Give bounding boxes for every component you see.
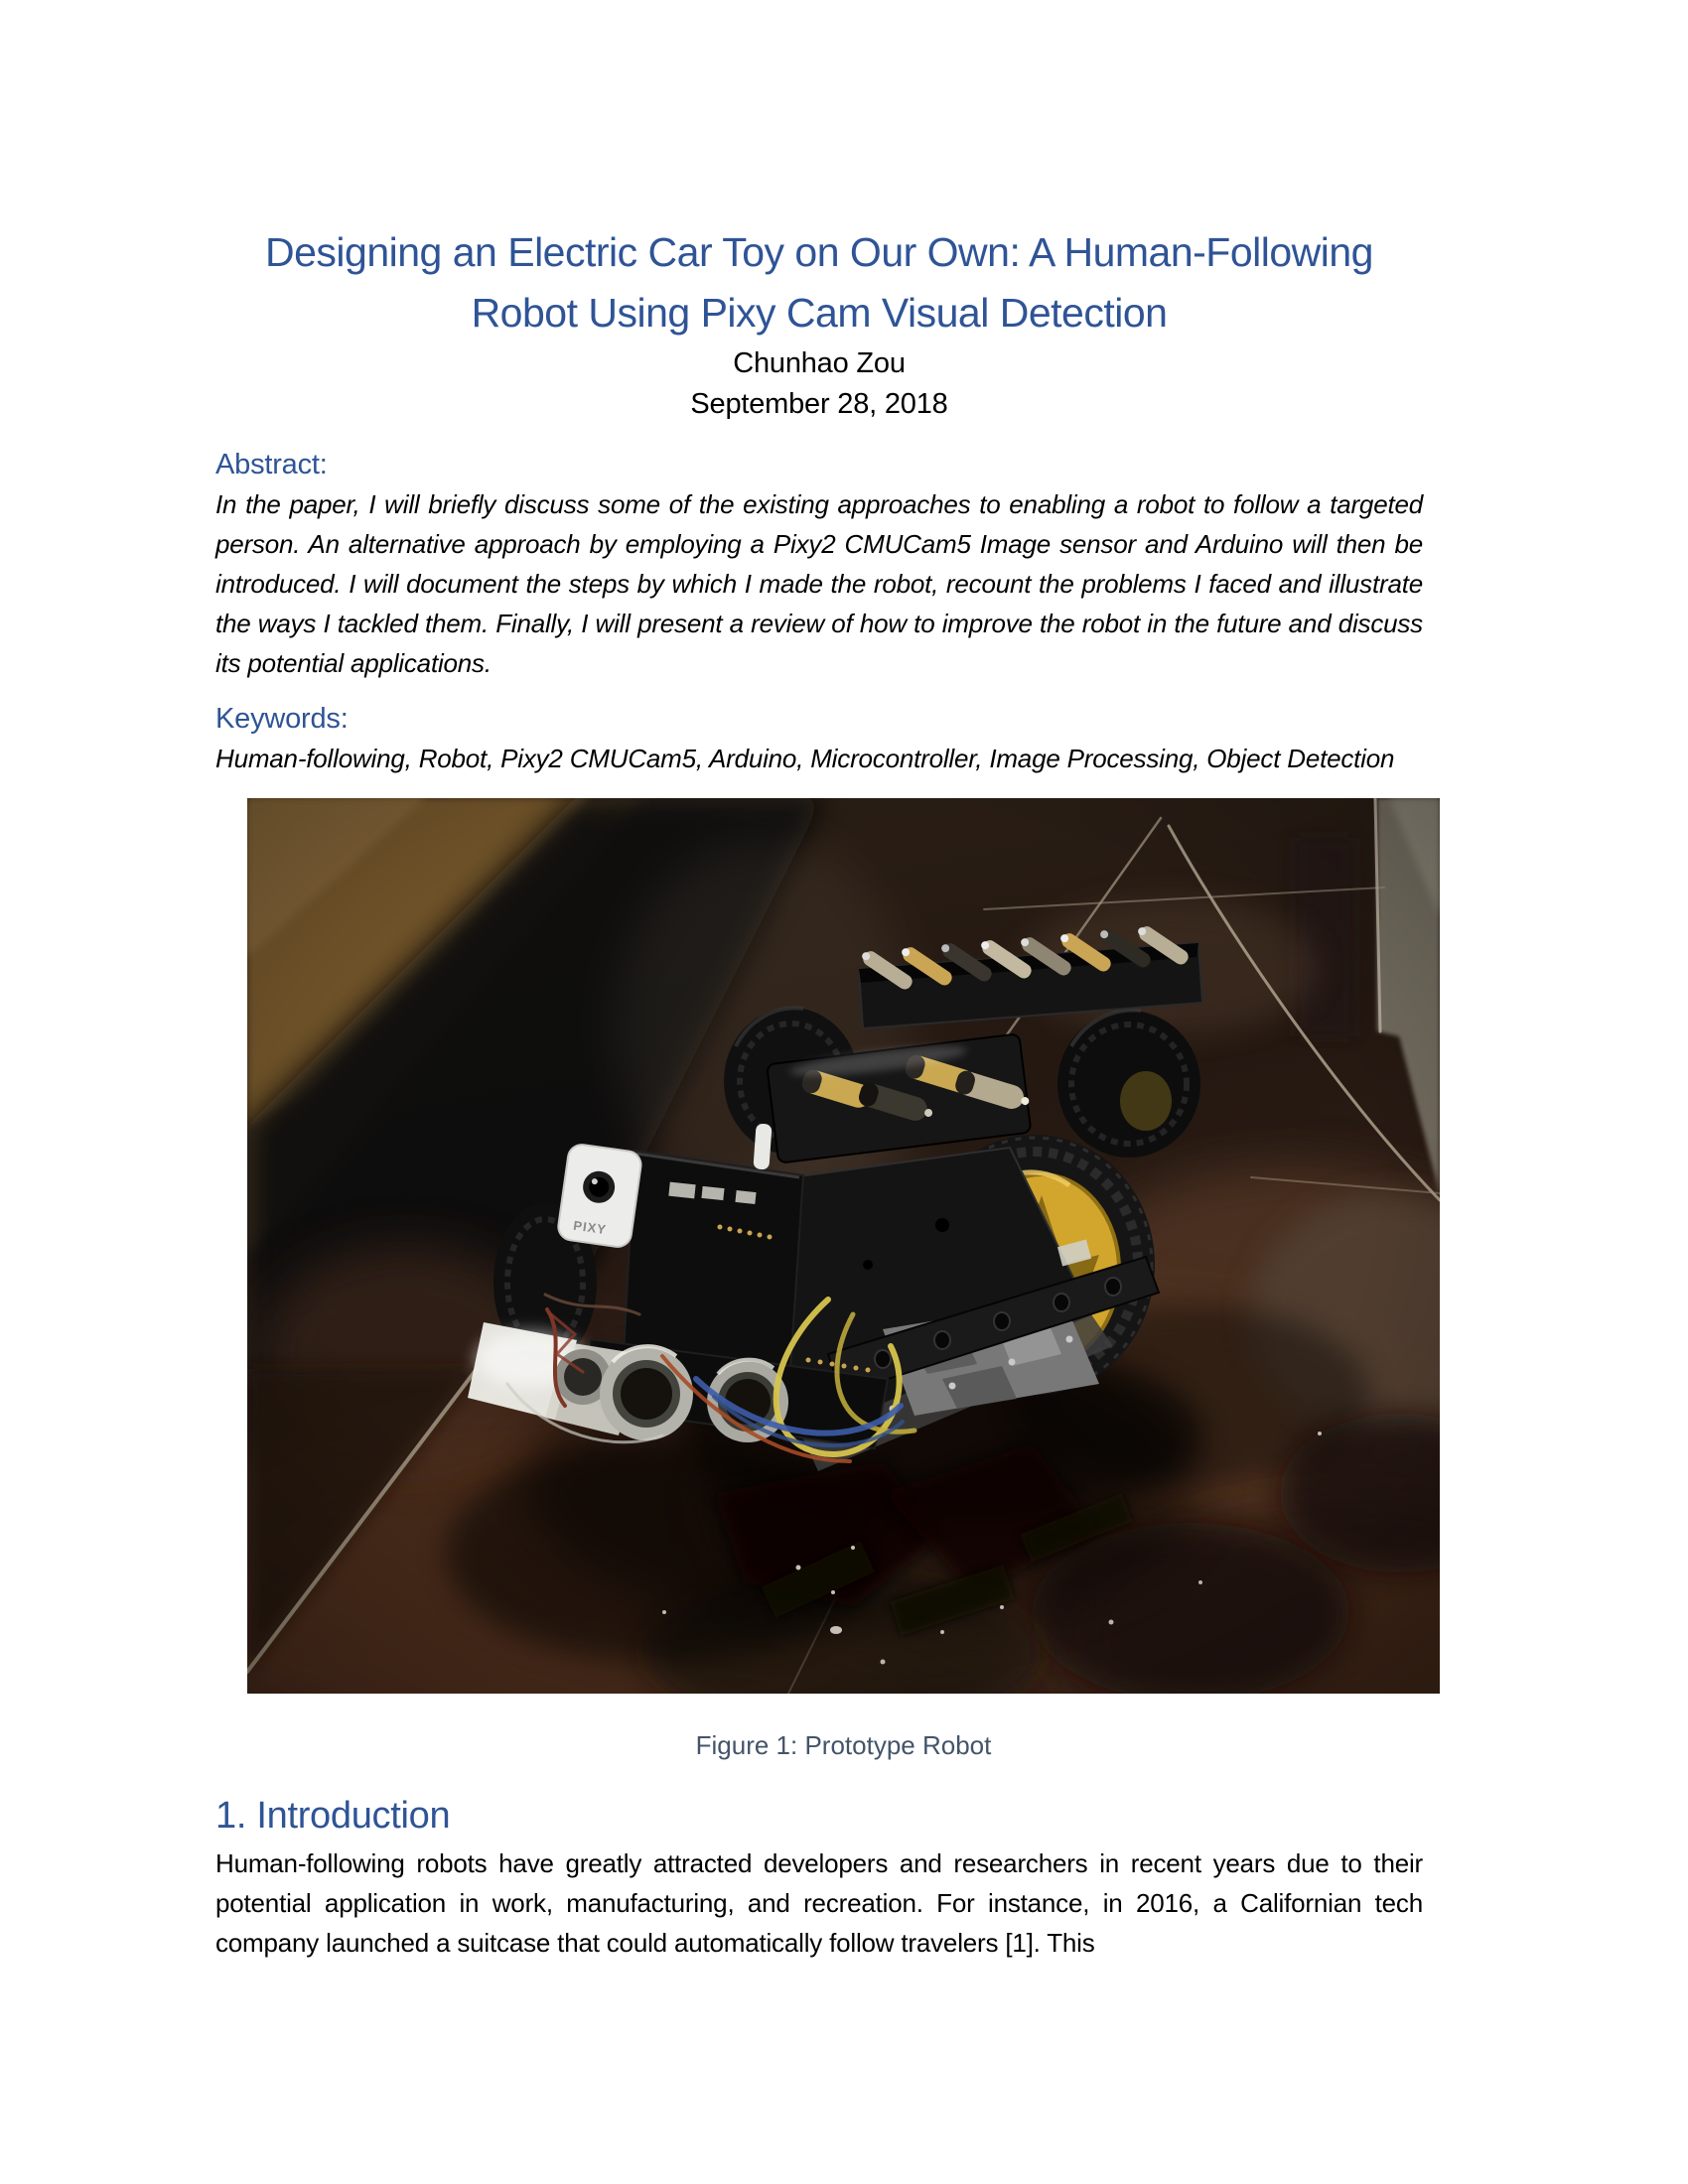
abstract-heading: Abstract:: [215, 449, 328, 480]
paper-title-line1: Designing an Electric Car Toy on Our Own: A Human-Following: [265, 229, 1373, 275]
introduction-heading: 1. Introduction: [215, 1795, 451, 1837]
keywords-heading: Keywords:: [215, 703, 349, 735]
figure-photo: [247, 798, 1440, 1694]
introduction-text: Human-following robots have greatly attracted developers and researchers in recent years due to their potential application in work, manufacturing, and recreation. For instance, in 2016, a Californian tech company launched a suitcase that could automatically follow travelers [1]. This: [215, 1848, 1423, 1958]
paper-title: [215, 222, 1423, 343]
keywords-text: Human-following, Robot, Pixy2 CMUCam5, Arduino, Microcontroller, Image Processing, Object Detection: [215, 744, 1395, 773]
figure-caption: Figure 1: Prototype Robot: [695, 1730, 992, 1760]
paper-title-line2: Robot Using Pixy Cam Visual Detection: [471, 290, 1168, 336]
figure-1-frame: [247, 798, 1440, 1699]
paper-author: Chunhao Zou: [733, 347, 906, 379]
photo-vignette: [247, 798, 1440, 1694]
abstract-text: In the paper, I will briefly discuss some of the existing approaches to enabling a robot to follow a targeted person. An alternative approach by employing a Pixy2 CMUCam5 Image sensor and Arduino will then be introduced. I will document the steps by which I made the robot, recount the problems I faced and illustrate the ways I tackled them. Finally, I will present a review of how to improve the robot in the future and discuss its potential applications.: [215, 489, 1423, 678]
figure-1: [247, 798, 1440, 1699]
paper-date: September 28, 2018: [690, 388, 948, 420]
